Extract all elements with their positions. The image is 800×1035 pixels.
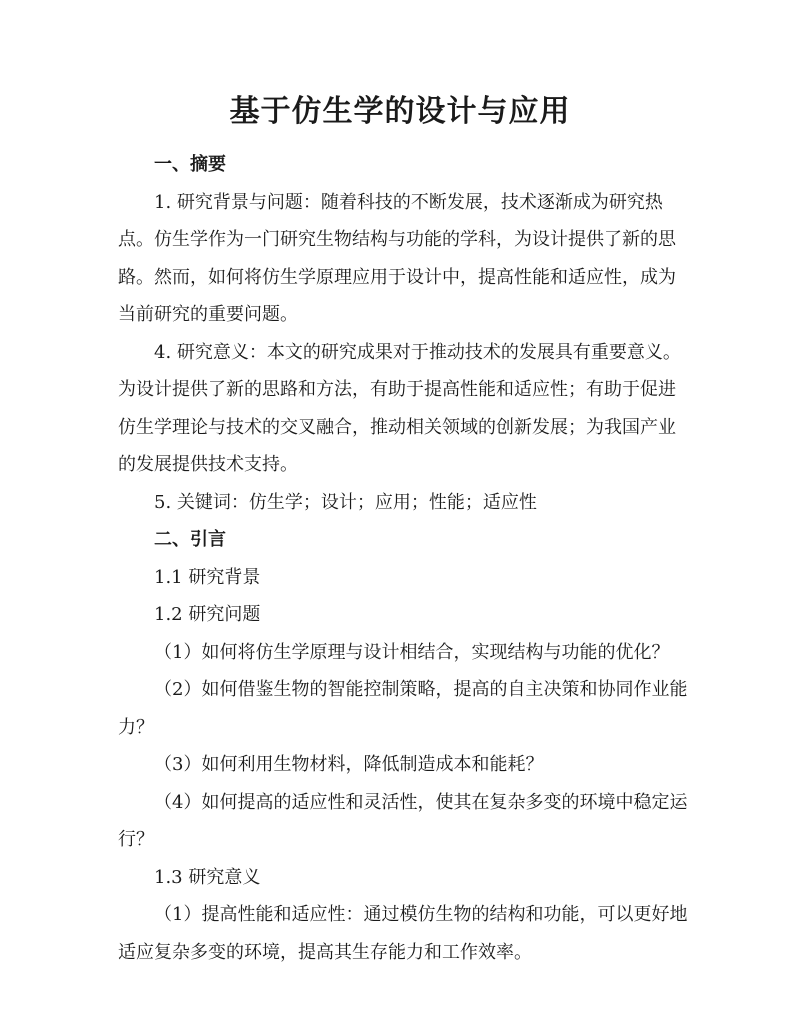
significance-1: （1）提高性能和适应性：通过模仿生物的结构和功能，可以更好地适应复杂多变的环境，提高其生存能力和工作效率。 bbox=[118, 904, 688, 963]
abstract-heading: 一、摘要 bbox=[154, 154, 226, 175]
abstract-paragraph-1: 1. 研究背景与问题：随着科技的不断发展，技术逐渐成为研究热点。仿生学作为一门研究生物结构与功能的学科，为设计提供了新的思路。然而，如何将仿生学原理应用于设计中，提高性能和适应性，成为当前研究的重要问题。 bbox=[118, 191, 676, 325]
subsection-1-1: 1.1 研究背景 bbox=[154, 566, 261, 588]
subsection-1-3: 1.3 研究意义 bbox=[154, 866, 261, 888]
question-4: （4）如何提高的适应性和灵活性，使其在复杂多变的环境中稳定运行？ bbox=[118, 791, 688, 850]
abstract-paragraph-4: 4. 研究意义：本文的研究成果对于推动技术的发展具有重要意义。为设计提供了新的思路和方法，有助于提高性能和适应性；有助于促进仿生学理论与技术的交叉融合，推动相关领域的创新发展；为我国产业的发展提供技术支持。 bbox=[118, 341, 681, 475]
document-title: 基于仿生学的设计与应用 bbox=[229, 94, 571, 129]
intro-heading: 二、引言 bbox=[154, 529, 226, 550]
question-2: （2）如何借鉴生物的智能控制策略，提高的自主决策和协同作业能力？ bbox=[118, 679, 688, 738]
abstract-keywords: 5. 关键词：仿生学；设计；应用；性能；适应性 bbox=[154, 491, 537, 513]
subsection-1-2: 1.2 研究问题 bbox=[154, 604, 261, 625]
question-1: （1）如何将仿生学原理与设计相结合，实现结构与功能的优化？ bbox=[154, 641, 670, 663]
document-body bbox=[118, 146, 688, 971]
question-3: （3）如何利用生物材料，降低制造成本和能耗？ bbox=[154, 754, 544, 775]
